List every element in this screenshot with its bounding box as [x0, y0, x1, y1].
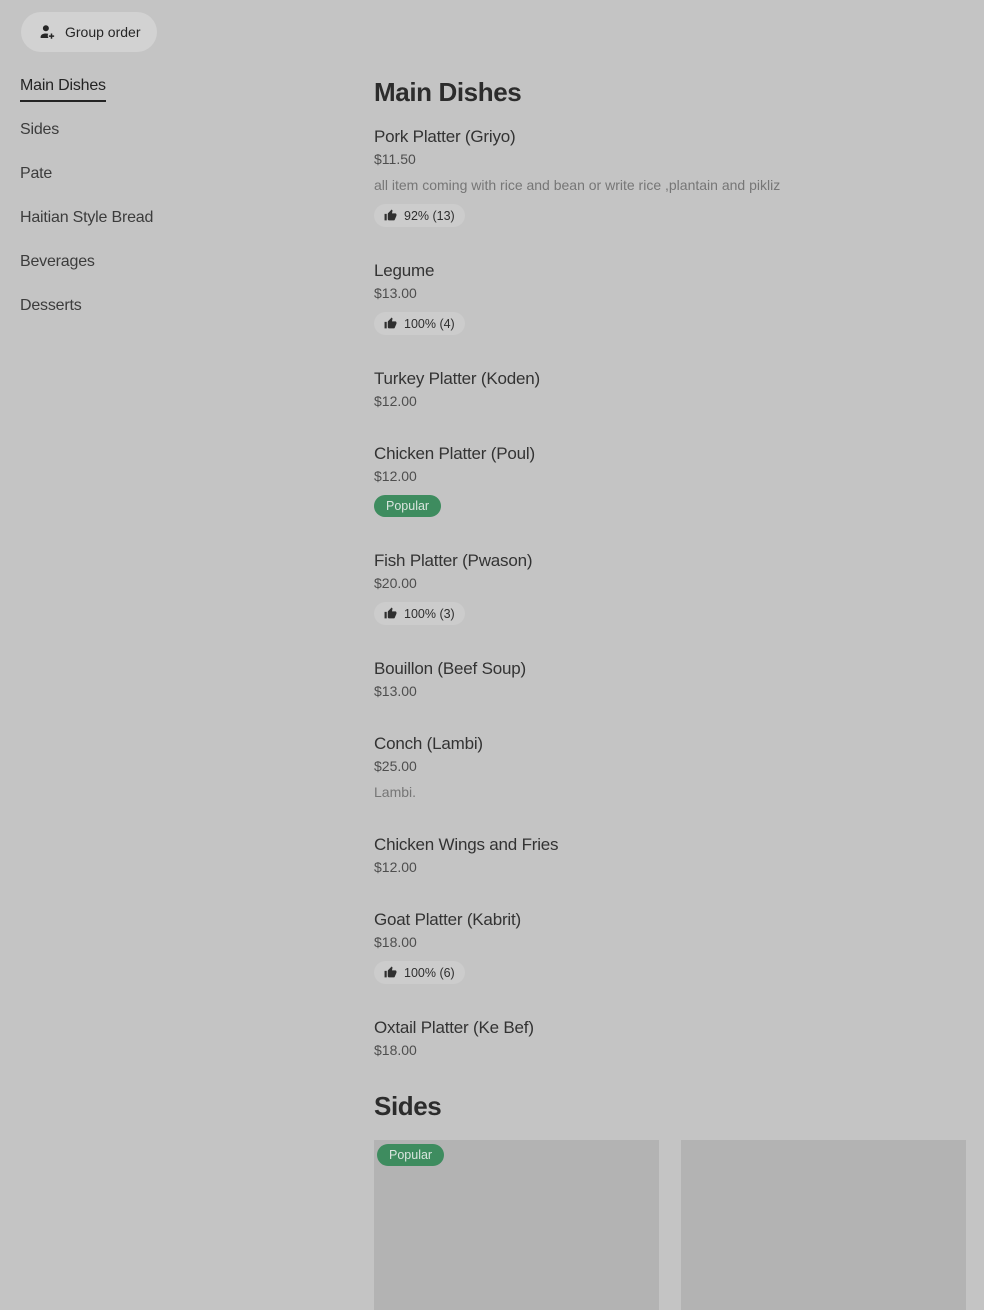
rating-text: 100% (3)	[404, 606, 455, 621]
sidebar-item-desserts[interactable]	[20, 297, 350, 316]
category-sidebar	[20, 77, 350, 341]
menu-item-conch[interactable]	[374, 733, 974, 801]
item-name: Bouillon (Beef Soup)	[374, 659, 526, 678]
sidebar-item-label: Desserts	[20, 297, 82, 314]
thumb-up-icon	[384, 966, 397, 979]
item-name: Oxtail Platter (Ke Bef)	[374, 1018, 534, 1037]
sidebar-item-sides[interactable]	[20, 121, 350, 140]
menu-item-chicken-wings[interactable]	[374, 834, 974, 876]
menu-item-pork-platter[interactable]	[374, 126, 974, 227]
rating-text: 92% (13)	[404, 208, 455, 223]
person-add-icon	[38, 23, 56, 41]
menu-item-legume[interactable]	[374, 260, 974, 335]
sidebar-item-pate[interactable]	[20, 165, 350, 184]
item-price: $12.00	[374, 859, 417, 875]
item-name: Chicken Platter (Poul)	[374, 444, 535, 463]
rating-text: 100% (6)	[404, 965, 455, 980]
item-price: $18.00	[374, 1042, 417, 1058]
item-price: $20.00	[374, 575, 417, 591]
rating-badge	[374, 204, 465, 227]
rating-badge	[374, 602, 465, 625]
popular-badge: Popular	[377, 1144, 444, 1166]
item-name: Goat Platter (Kabrit)	[374, 910, 521, 929]
item-name: Fish Platter (Pwason)	[374, 551, 533, 570]
sidebar-item-beverages[interactable]	[20, 253, 350, 272]
section-title-sides: Sides	[374, 1091, 442, 1121]
menu-item-turkey-platter[interactable]	[374, 368, 974, 410]
menu-column	[374, 78, 974, 1310]
thumb-up-icon	[384, 607, 397, 620]
sidebar-item-haitian-style-bread[interactable]	[20, 209, 350, 228]
sidebar-item-main-dishes[interactable]	[20, 77, 350, 96]
group-order-button[interactable]	[21, 12, 157, 52]
item-price: $12.00	[374, 393, 417, 409]
item-price: $13.00	[374, 285, 417, 301]
group-order-label: Group order	[65, 24, 141, 40]
menu-item-chicken-platter[interactable]	[374, 443, 974, 517]
rating-badge	[374, 312, 465, 335]
rating-badge	[374, 961, 465, 984]
item-name: Legume	[374, 261, 435, 280]
item-price: $18.00	[374, 934, 417, 950]
thumb-up-icon	[384, 209, 397, 222]
sidebar-item-label: Beverages	[20, 253, 95, 270]
side-dish-card[interactable]	[681, 1140, 966, 1310]
item-name: Pork Platter (Griyo)	[374, 127, 516, 146]
section-title-main-dishes: Main Dishes	[374, 77, 522, 107]
side-dish-card[interactable]	[374, 1140, 659, 1310]
popular-badge: Popular	[374, 495, 441, 517]
item-price: $25.00	[374, 758, 417, 774]
menu-item-bouillon[interactable]	[374, 658, 974, 700]
sidebar-item-label: Pate	[20, 165, 53, 182]
sidebar-item-label: Haitian Style Bread	[20, 209, 154, 226]
sides-cards-row	[374, 1140, 974, 1310]
item-price: $12.00	[374, 468, 417, 484]
thumb-up-icon	[384, 317, 397, 330]
item-name: Turkey Platter (Koden)	[374, 369, 540, 388]
item-price: $11.50	[374, 151, 416, 167]
item-description: all item coming with rice and bean or write rice ,plantain and pikliz	[374, 177, 781, 193]
menu-item-fish-platter[interactable]	[374, 550, 974, 625]
item-description: Lambi.	[374, 784, 417, 800]
menu-item-oxtail-platter[interactable]	[374, 1017, 974, 1059]
rating-text: 100% (4)	[404, 316, 455, 331]
item-price: $13.00	[374, 683, 417, 699]
sidebar-item-label: Main Dishes	[20, 77, 106, 102]
item-name: Chicken Wings and Fries	[374, 835, 559, 854]
item-name: Conch (Lambi)	[374, 734, 483, 753]
sides-section	[374, 1092, 974, 1310]
sidebar-item-label: Sides	[20, 121, 60, 138]
menu-item-goat-platter[interactable]	[374, 909, 974, 984]
